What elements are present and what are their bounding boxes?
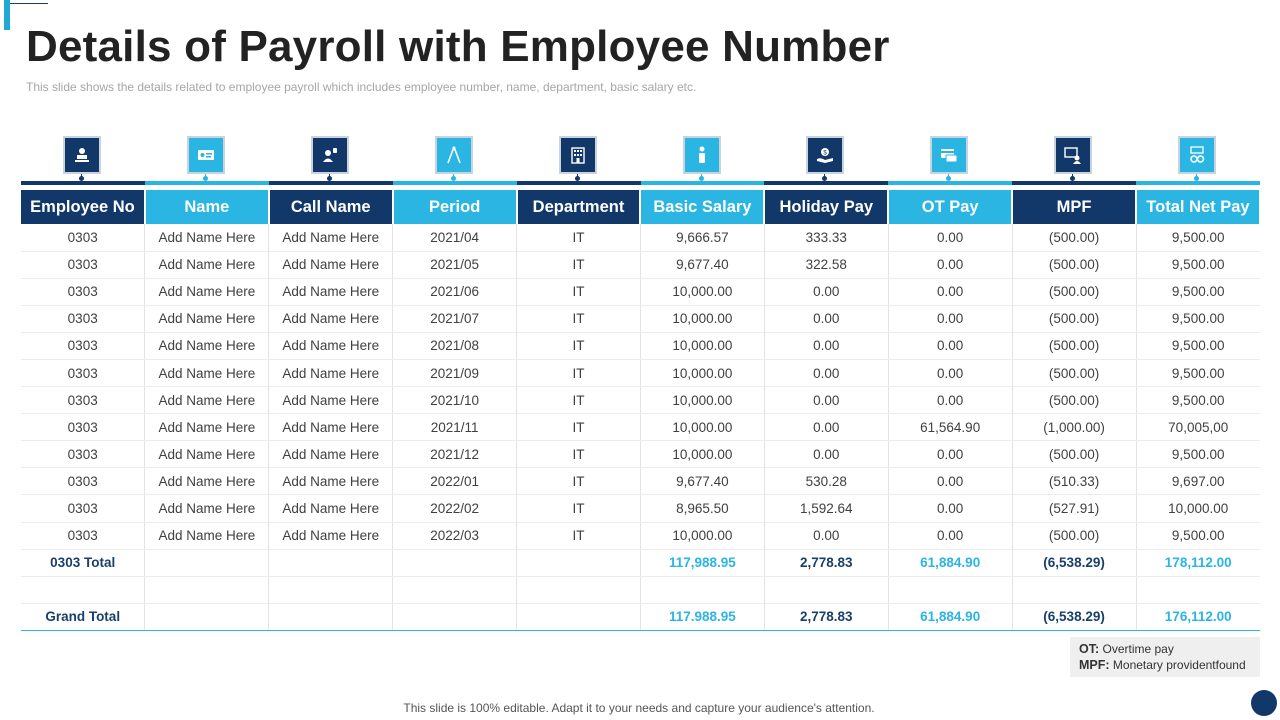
table-cell: 2021/04	[393, 224, 517, 251]
table-cell: 61,884.90	[888, 549, 1012, 576]
table-cell: IT	[517, 251, 641, 278]
table-cell: Add Name Here	[145, 441, 269, 468]
table-cell: Add Name Here	[145, 224, 269, 251]
table-cell: Add Name Here	[269, 522, 393, 549]
table-cell: Add Name Here	[269, 332, 393, 359]
table-cell: 2022/02	[393, 495, 517, 522]
table-cell: 0303	[21, 387, 145, 414]
payment-card-icon	[930, 136, 968, 174]
table-row	[21, 332, 1260, 359]
table-cell: (500.00)	[1012, 251, 1136, 278]
column-icon-cell	[393, 134, 517, 186]
table-cell: 10,000.00	[1136, 495, 1260, 522]
table-cell	[145, 576, 269, 603]
table-cell: 0.00	[888, 495, 1012, 522]
table-cell: 0.00	[888, 224, 1012, 251]
table-cell: 117.988.95	[640, 603, 764, 630]
column-header: OT Pay	[888, 190, 1012, 224]
table-cell: IT	[517, 278, 641, 305]
table-cell: 0.00	[888, 387, 1012, 414]
column-icon-cell	[1136, 134, 1260, 186]
column-icon-cell	[21, 134, 145, 186]
table-cell: 10,000.00	[640, 522, 764, 549]
table-row	[21, 495, 1260, 522]
table-row	[21, 224, 1260, 251]
table-cell: (500.00)	[1012, 332, 1136, 359]
table-cell: IT	[517, 495, 641, 522]
table-cell: 0303	[21, 468, 145, 495]
table-cell: Add Name Here	[269, 468, 393, 495]
table-cell: 0.00	[764, 522, 888, 549]
table-cell: 322.58	[764, 251, 888, 278]
table-cell: 2021/11	[393, 414, 517, 441]
table-row	[21, 305, 1260, 332]
table-cell	[517, 603, 641, 630]
employee-badge-icon	[63, 136, 101, 174]
table-cell: 10,000.00	[640, 359, 764, 386]
table-cell: 9,500.00	[1136, 305, 1260, 332]
table-cell: IT	[517, 441, 641, 468]
table-cell: Add Name Here	[269, 251, 393, 278]
table-cell: (500.00)	[1012, 441, 1136, 468]
grand-total-row	[21, 603, 1260, 630]
column-accent-bar	[1012, 181, 1136, 185]
column-header: Holiday Pay	[764, 190, 888, 224]
table-cell: 9,666.57	[640, 224, 764, 251]
corner-accent-bar	[4, 0, 10, 30]
table-cell: 10,000.00	[640, 278, 764, 305]
table-cell: 0.00	[888, 468, 1012, 495]
person-icon	[683, 136, 721, 174]
column-accent-bar	[1136, 181, 1260, 185]
table-cell: 61,564.90	[888, 414, 1012, 441]
table-cell: 0303	[21, 522, 145, 549]
table-row	[21, 522, 1260, 549]
table-cell: 117,988.95	[640, 549, 764, 576]
table-cell: IT	[517, 414, 641, 441]
svg-text:$: $	[823, 150, 828, 157]
table-cell: (500.00)	[1012, 522, 1136, 549]
table-cell: 2021/08	[393, 332, 517, 359]
column-accent-bar	[393, 181, 517, 185]
table-row	[21, 414, 1260, 441]
table-cell: Add Name Here	[269, 414, 393, 441]
table-cell: IT	[517, 359, 641, 386]
table-cell: IT	[517, 305, 641, 332]
table-cell: (6,538.29)	[1012, 603, 1136, 630]
column-accent-bar	[269, 181, 393, 185]
table-row	[21, 359, 1260, 386]
table-cell: 9,500.00	[1136, 441, 1260, 468]
table-cell	[393, 576, 517, 603]
table-cell: 9,500.00	[1136, 387, 1260, 414]
table-cell: 9,500.00	[1136, 251, 1260, 278]
table-cell	[145, 603, 269, 630]
table-cell: 0.00	[888, 441, 1012, 468]
table-cell: IT	[517, 332, 641, 359]
table-cell: 0303	[21, 305, 145, 332]
abbreviation-legend	[1070, 637, 1260, 677]
column-accent-bar	[517, 181, 641, 185]
table-cell: 0303	[21, 414, 145, 441]
table-cell: 0303 Total	[21, 549, 145, 576]
table-cell: Add Name Here	[269, 278, 393, 305]
column-header: Department	[517, 190, 641, 224]
compass-icon	[435, 136, 473, 174]
table-cell: IT	[517, 522, 641, 549]
table-cell: Grand Total	[21, 603, 145, 630]
column-icon-cell	[145, 134, 269, 186]
column-header: Name	[145, 190, 269, 224]
table-cell: 0303	[21, 224, 145, 251]
table-cell: 2022/03	[393, 522, 517, 549]
table-cell: 9,697.00	[1136, 468, 1260, 495]
table-cell: 2021/05	[393, 251, 517, 278]
table-cell: IT	[517, 224, 641, 251]
payroll-table	[21, 190, 1261, 631]
table-cell	[393, 549, 517, 576]
table-cell: 0.00	[764, 441, 888, 468]
table-cell: 10,000.00	[640, 387, 764, 414]
table-cell: Add Name Here	[269, 305, 393, 332]
table-cell: 61,884.90	[888, 603, 1012, 630]
table-cell: 0.00	[888, 278, 1012, 305]
corner-accent-line	[10, 3, 48, 4]
id-card-icon	[187, 136, 225, 174]
table-cell: Add Name Here	[145, 359, 269, 386]
table-cell: IT	[517, 468, 641, 495]
subtotal-row	[21, 549, 1260, 576]
table-cell	[1136, 576, 1260, 603]
table-cell: 2022/01	[393, 468, 517, 495]
table-cell: 0.00	[764, 278, 888, 305]
table-cell: 2021/12	[393, 441, 517, 468]
table-cell: Add Name Here	[269, 224, 393, 251]
table-cell	[269, 549, 393, 576]
building-icon	[559, 136, 597, 174]
table-cell: (500.00)	[1012, 278, 1136, 305]
money-gears-icon	[1178, 136, 1216, 174]
column-header: Call Name	[269, 190, 393, 224]
table-cell: (1,000.00)	[1012, 414, 1136, 441]
table-cell: 176,112.00	[1136, 603, 1260, 630]
legend-ot	[1079, 641, 1251, 657]
column-accent-bar	[764, 181, 888, 185]
table-cell: 10,000.00	[640, 414, 764, 441]
table-cell: 1,592.64	[764, 495, 888, 522]
table-cell: Add Name Here	[145, 332, 269, 359]
column-accent-bar	[21, 181, 145, 185]
column-icon-cell	[269, 134, 393, 186]
table-header-row	[21, 190, 1260, 224]
table-cell: 0.00	[888, 251, 1012, 278]
table-cell: 9,500.00	[1136, 224, 1260, 251]
table-cell: (500.00)	[1012, 387, 1136, 414]
table-cell: IT	[517, 387, 641, 414]
table-cell	[640, 576, 764, 603]
table-cell: Add Name Here	[145, 495, 269, 522]
table-row	[21, 251, 1260, 278]
table-cell: 0.00	[888, 305, 1012, 332]
table-cell: 2021/09	[393, 359, 517, 386]
table-cell: 2021/10	[393, 387, 517, 414]
table-cell: (510.33)	[1012, 468, 1136, 495]
table-cell: Add Name Here	[145, 522, 269, 549]
table-cell: 0.00	[888, 359, 1012, 386]
legend-mpf-abbr: MPF:	[1079, 658, 1110, 672]
spacer-row	[21, 576, 1260, 603]
column-icon-cell	[1012, 134, 1136, 186]
table-row	[21, 387, 1260, 414]
column-header: Employee No	[21, 190, 145, 224]
user-phone-icon	[311, 136, 349, 174]
table-cell: 0.00	[888, 332, 1012, 359]
table-cell: (500.00)	[1012, 359, 1136, 386]
table-cell: 0303	[21, 332, 145, 359]
table-cell: 2021/07	[393, 305, 517, 332]
table-cell: Add Name Here	[145, 278, 269, 305]
table-cell	[1012, 576, 1136, 603]
table-cell: 0303	[21, 441, 145, 468]
table-cell: Add Name Here	[269, 441, 393, 468]
table-cell: 2,778.83	[764, 549, 888, 576]
column-icon-cell	[641, 134, 765, 186]
table-cell: 333.33	[764, 224, 888, 251]
table-cell: 178,112.00	[1136, 549, 1260, 576]
table-cell: 9,500.00	[1136, 359, 1260, 386]
table-cell: Add Name Here	[269, 387, 393, 414]
table-cell	[393, 603, 517, 630]
slide-nav-dot[interactable]	[1251, 690, 1277, 716]
table-cell: 0.00	[764, 414, 888, 441]
table-cell: 0.00	[888, 522, 1012, 549]
table-cell	[21, 576, 145, 603]
table-cell: 10,000.00	[640, 332, 764, 359]
table-cell: Add Name Here	[145, 305, 269, 332]
table-row	[21, 468, 1260, 495]
table-cell	[517, 576, 641, 603]
legend-ot-abbr: OT:	[1079, 642, 1100, 656]
table-cell: 2021/06	[393, 278, 517, 305]
page-title: Details of Payroll with Employee Number	[26, 22, 890, 71]
table-cell: (500.00)	[1012, 305, 1136, 332]
table-cell	[888, 576, 1012, 603]
footer-note: This slide is 100% editable. Adapt it to your needs and capture your audience's attention.	[403, 701, 875, 715]
table-cell: (6,538.29)	[1012, 549, 1136, 576]
table-cell	[764, 576, 888, 603]
table-cell: 0.00	[764, 305, 888, 332]
table-cell: 9,677.40	[640, 251, 764, 278]
table-cell: 10,000.00	[640, 305, 764, 332]
column-header: Basic Salary	[640, 190, 764, 224]
table-cell: 9,500.00	[1136, 278, 1260, 305]
page-subtitle: This slide shows the details related to employee payroll which includes employee number, name, department, basic salary etc.	[26, 80, 697, 94]
table-cell: 0303	[21, 251, 145, 278]
legend-mpf-text: Monetary providentfound	[1112, 658, 1246, 672]
table-cell: Add Name Here	[145, 387, 269, 414]
table-cell	[269, 603, 393, 630]
table-cell: 2,778.83	[764, 603, 888, 630]
table-cell: 9,500.00	[1136, 332, 1260, 359]
table-cell: Add Name Here	[269, 495, 393, 522]
legend-mpf	[1079, 657, 1251, 673]
table-cell: 0.00	[764, 387, 888, 414]
table-cell: Add Name Here	[269, 359, 393, 386]
table-cell: 0303	[21, 359, 145, 386]
column-header: Total Net Pay	[1136, 190, 1260, 224]
table-cell: 9,500.00	[1136, 522, 1260, 549]
table-cell: Add Name Here	[145, 251, 269, 278]
legend-ot-text: Overtime pay	[1102, 642, 1174, 656]
table-cell: 10,000.00	[640, 441, 764, 468]
table-cell: (500.00)	[1012, 224, 1136, 251]
column-accent-bar	[145, 181, 269, 185]
table-cell: 70,005,00	[1136, 414, 1260, 441]
table-cell: 0.00	[764, 332, 888, 359]
table-cell	[145, 549, 269, 576]
column-icon-cell	[517, 134, 641, 186]
table-cell: 0303	[21, 495, 145, 522]
column-accent-bar	[888, 181, 1012, 185]
table-cell: 9,677.40	[640, 468, 764, 495]
column-icons-row	[21, 134, 1260, 186]
table-cell: 8,965.50	[640, 495, 764, 522]
column-accent-bar	[641, 181, 765, 185]
table-cell: 530.28	[764, 468, 888, 495]
user-monitor-icon	[1054, 136, 1092, 174]
column-header: MPF	[1012, 190, 1136, 224]
column-icon-cell	[764, 134, 888, 186]
column-header: Period	[393, 190, 517, 224]
table-cell	[517, 549, 641, 576]
table-row	[21, 441, 1260, 468]
table-cell: Add Name Here	[145, 468, 269, 495]
table-cell: 0.00	[764, 359, 888, 386]
hand-coin-icon	[806, 136, 844, 174]
table-row	[21, 278, 1260, 305]
column-icon-cell	[888, 134, 1012, 186]
table-cell: (527.91)	[1012, 495, 1136, 522]
table-cell	[269, 576, 393, 603]
table-cell: 0303	[21, 278, 145, 305]
table-cell: Add Name Here	[145, 414, 269, 441]
